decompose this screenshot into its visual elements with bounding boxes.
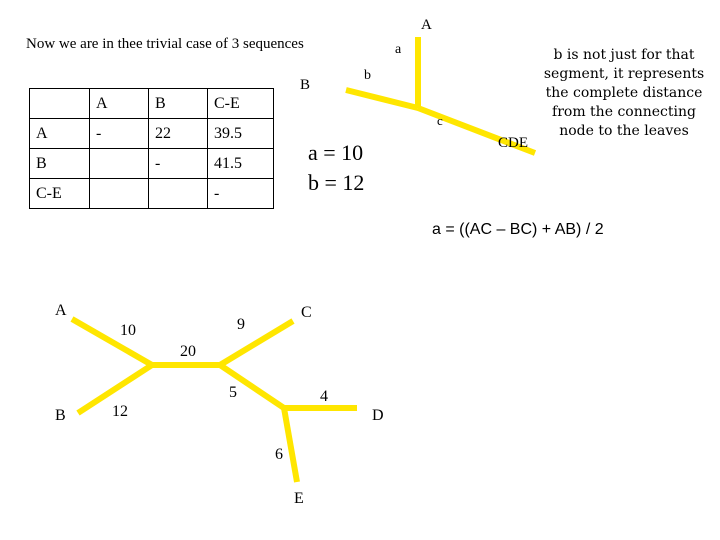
branch-b-length: 12 xyxy=(112,403,128,420)
table-row-header: A xyxy=(30,119,90,149)
top-branch-c-label: c xyxy=(437,113,443,128)
table-col-header: A xyxy=(90,89,149,119)
page-title: Now we are in thee trivial case of 3 sequences xyxy=(26,36,304,52)
table-cell xyxy=(90,149,149,179)
top-branch-a-label: a xyxy=(395,42,402,57)
top-branch-b xyxy=(346,90,418,108)
table-row-header: C-E xyxy=(30,179,90,209)
bottom-branch-a xyxy=(72,319,152,365)
leaf-c-label: C xyxy=(301,304,312,321)
table-row xyxy=(30,119,274,149)
top-branch-b-label: b xyxy=(364,68,371,83)
branch-a-length: 10 xyxy=(120,322,136,339)
bottom-branch-e xyxy=(284,408,297,482)
table-row-header: B xyxy=(30,149,90,179)
table-cell xyxy=(90,179,149,209)
table-col-header: C-E xyxy=(208,89,274,119)
equation-b: b = 12 xyxy=(308,170,365,195)
branch-internal2-length: 5 xyxy=(229,384,237,401)
top-leaf-b-label: B xyxy=(300,77,311,93)
table-col-header: B xyxy=(149,89,208,119)
table-cell: - xyxy=(90,119,149,149)
leaf-b-label: B xyxy=(55,407,66,424)
formula: a = ((AC – BC) + AB) / 2 xyxy=(432,221,604,238)
table-cell: - xyxy=(149,149,208,179)
table-row xyxy=(30,179,274,209)
distance-table xyxy=(29,88,274,209)
table-header-row xyxy=(30,89,274,119)
table-cell xyxy=(149,179,208,209)
bottom-branch-c xyxy=(220,321,293,365)
branch-internal1-length: 20 xyxy=(180,343,196,360)
leaf-d-label: D xyxy=(372,407,384,424)
branch-e-length: 6 xyxy=(275,446,283,463)
top-leaf-a-label: A xyxy=(421,17,432,33)
leaf-e-label: E xyxy=(294,490,304,507)
table-cell: 39.5 xyxy=(208,119,274,149)
equation-a: a = 10 xyxy=(308,140,364,165)
table-cell: 41.5 xyxy=(208,149,274,179)
table-cell: 22 xyxy=(149,119,208,149)
branch-d-length: 4 xyxy=(320,388,328,405)
side-note: b is not just for that segment, it represents the complete distance from the connecting node to the leaves xyxy=(543,47,705,139)
table-cell: - xyxy=(208,179,274,209)
leaf-a-label: A xyxy=(55,302,67,319)
table-row xyxy=(30,149,274,179)
table-corner-cell xyxy=(30,89,90,119)
bottom-tree xyxy=(72,319,357,482)
top-leaf-cde-label: CDE xyxy=(498,135,528,151)
branch-c-length: 9 xyxy=(237,316,245,333)
